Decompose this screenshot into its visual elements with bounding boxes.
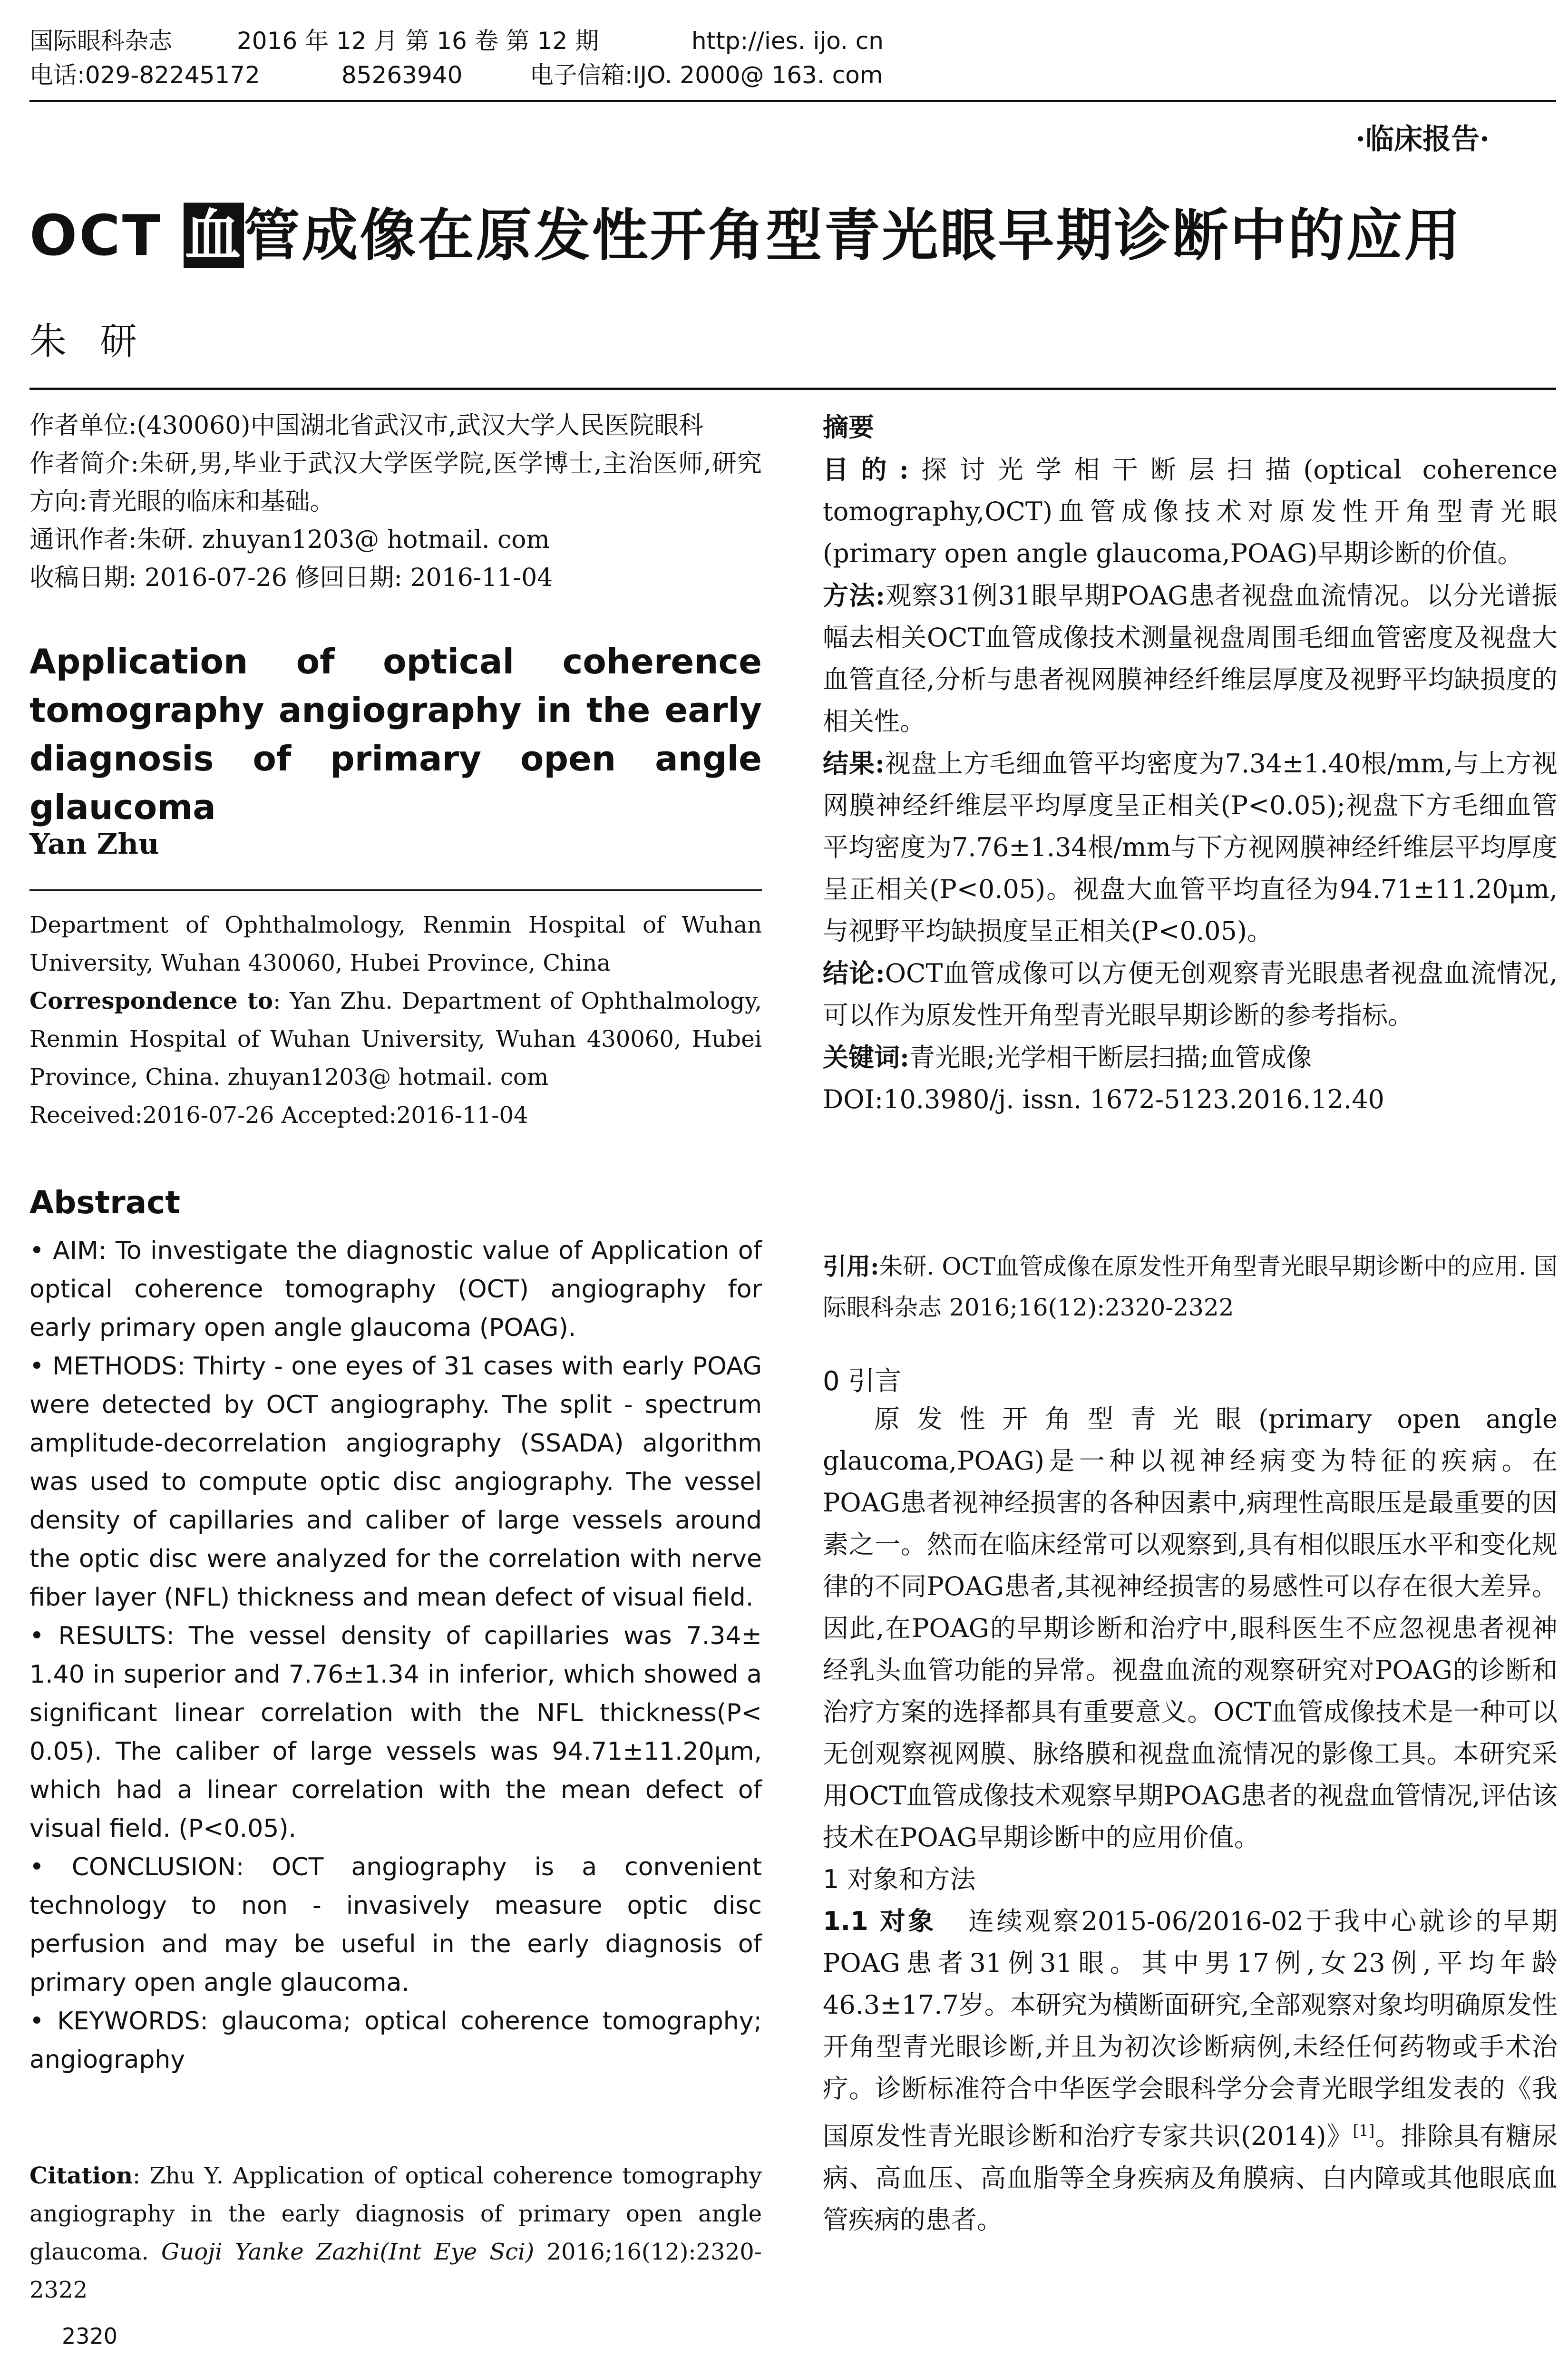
title-prefix: OCT [29, 203, 184, 268]
author-unit: 作者单位:(430060)中国湖北省武汉市,武汉大学人民医院眼科 [29, 411, 704, 440]
author-bio: 作者简介:朱研,男,毕业于武汉大学医学院,医学博士,主治医师,研究方向:青光眼的临床和基础。 [29, 449, 762, 516]
intro-body [823, 1398, 1558, 2241]
subjects-paragraph [823, 1900, 1558, 2241]
abstract-heading-zh: 摘要 [823, 412, 874, 442]
journal-name: 国际眼科杂志 [29, 27, 172, 55]
section-heading-methods: 1 对象和方法 [823, 1864, 976, 1894]
journal-email[interactable]: 电子信箱:IJO. 2000@ 163. com [529, 61, 883, 89]
reference-marker[interactable]: [1] [1353, 2122, 1375, 2140]
department-en: Department of Ophthalmology, Renmin Hospital of Wuhan University, Wuhan 430060, Hubei Province, China [29, 912, 762, 976]
abstract-conclusion-zh [823, 952, 1558, 1036]
methods-label-zh: 方法: [823, 580, 885, 611]
citation-label-zh: 引用: [823, 1252, 879, 1280]
conclusion-text-zh: OCT血管成像可以方便无创观察青光眼患者视盘血流情况,可以作为原发性开角型青光眼早期诊断的参考指标。 [823, 958, 1558, 1030]
english-title: Application of optical coherence tomography angiography in the early diagnosis of primary open angle glaucoma [29, 642, 762, 827]
section-label: ·临床报告· [1355, 123, 1490, 156]
abstract-results: • RESULTS: The vessel density of capillaries was 7.34± 1.40 in superior and 7.76±1.34 in inferior, which showed a significant linear correlation with the NFL thickness(P< 0.05). The caliber of large vessels was 94.71±11.20μm, which had a linear correlation with the mean defect of visual field. (P<0.05). [29, 1622, 762, 1843]
correspondence-en [29, 982, 762, 1096]
abstract-zh [823, 407, 1558, 1120]
citation-zh [823, 1246, 1558, 1328]
citation-tail: 2016;16(12):2320-2322 [29, 2239, 762, 2303]
author-rule [29, 388, 1556, 390]
issue-info: 2016 年 12 月 第 16 卷 第 12 期 [236, 27, 599, 55]
keywords-text-zh: 青光眼;光学相干断层扫描;血管成像 [909, 1042, 1312, 1072]
abstract-keywords: • KEYWORDS: glaucoma; optical coherence tomography; angiography [29, 2007, 762, 2074]
article-title [29, 200, 1556, 271]
intro-paragraph: 原发性开角型青光眼(primary open angle glaucoma,POAG)是一种以视神经病变为特征的疾病。在POAG患者视神经损害的各种因素中,病理性高眼压是最重要的因素之一。然而在临床经常可以观察到,具有相似眼压水平和变化规律的不同POAG患者,其视神经损害的易感性可以存在很大差异。因此,在POAG的早期诊断和治疗中,眼科医生不应忽视患者视神经乳头血管功能的异常。视盘血流的观察研究对POAG的诊断和治疗方案的选择都具有重要意义。OCT血管成像技术是一种可以无创观察视网膜、脉络膜和视盘血流情况的影像工具。本研究采用OCT血管成像技术观察早期POAG患者的视盘血管情况,评估该技术在POAG早期诊断中的应用价值。 [823, 1404, 1558, 1852]
english-author: Yan Zhu [29, 828, 159, 861]
abstract-body-en [29, 1232, 762, 2079]
aim-text-zh: 探讨光学相干断层扫描(optical coherence tomography,OCT)血管成像技术对原发性开角型青光眼(primary open angle glaucoma,POAG)早期诊断的价值。 [823, 455, 1558, 568]
subjects-text-2: 。排除具有糖尿病、高血压、高血脂等全身疾病及角膜病、白内障或其他眼底血管疾病的患者。 [823, 2121, 1558, 2235]
abstract-methods-zh [823, 575, 1558, 742]
received-dates-en: Received:2016-07-26 Accepted:2016-11-04 [29, 1102, 528, 1129]
abstract-aim: • AIM: To investigate the diagnostic value of Application of optical coherence tomography (OCT) angiography for early primary open angle glaucoma (POAG). [29, 1237, 762, 1342]
header-line-2 [29, 58, 1551, 92]
page-number: 2320 [62, 2323, 118, 2349]
citation-text: : Zhu Y. Application of optical coherence tomography angiography in the early diagnosis of primary open angle glaucoma. [29, 2163, 762, 2265]
subjects-label: 1.1 对象 [823, 1906, 936, 1936]
correspondence-text: : Yan Zhu. Department of Ophthalmology, Renmin Hospital of Wuhan University, Wuhan 430060, Hubei Province, China. zhuyan1203@ hotmail. com [29, 988, 762, 1091]
citation-label: Citation [29, 2163, 133, 2189]
abstract-conclusion: • CONCLUSION: OCT angiography is a convenient technology to non - invasively measure optic disc perfusion and may be useful in the early diagnosis of primary open angle glaucoma. [29, 1853, 762, 1997]
author-name-cn: 朱研 [29, 320, 171, 363]
abstract-heading-en: Abstract [29, 1184, 180, 1221]
results-label-zh: 结果: [823, 748, 885, 779]
abstract-methods: • METHODS: Thirty - one eyes of 31 cases with early POAG were detected by OCT angiography. The split - spectrum amplitude-decorrelation angiography (SSADA) algorithm was used to compute optic disc angiography. The vessel density of capillaries and caliber of large vessels around the optic disc were analyzed for the correlation with nerve fiber layer (NFL) thickness and mean defect of visual field. [29, 1352, 762, 1612]
phone: 电话:029-82245172 [29, 61, 260, 89]
english-author-rule [29, 889, 762, 891]
citation-journal: Guoji Yanke Zazhi(Int Eye Sci) [161, 2239, 535, 2265]
abstract-aim-zh [823, 448, 1558, 575]
aim-label-zh: 目的: [823, 454, 909, 485]
citation-en [29, 2157, 762, 2309]
author-info-cn [29, 407, 762, 597]
phone-2: 85263940 [341, 61, 463, 89]
journal-header [29, 24, 1551, 92]
received-dates-cn: 收稿日期: 2016-07-26 修回日期: 2016-11-04 [29, 564, 553, 592]
doi: DOI:10.3980/j. issn. 1672-5123.2016.12.40 [823, 1084, 1384, 1114]
citation-text-zh: 朱研. OCT血管成像在原发性开角型青光眼早期诊断中的应用. 国际眼科杂志 2016;16(12):2320-2322 [823, 1253, 1558, 1321]
keywords-label-zh: 关键词: [823, 1042, 909, 1072]
title-highlight: 血 [185, 203, 243, 268]
conclusion-label-zh: 结论: [823, 958, 885, 988]
affiliation-en [29, 906, 762, 1134]
correspondence-label: Correspondence to [29, 988, 273, 1014]
subjects-text: 连续观察2015-06/2016-02于我中心就诊的早期POAG患者31例31眼。其中男17例,女23例,平均年龄46.3±17.7岁。本研究为横断面研究,全部观察对象均明确原发性开角型青光眼诊断,并且为初次诊断病例,未经任何药物或手术治疗。诊断标准符合中华医学会眼科学分会青光眼学组发表的《我国原发性青光眼诊断和治疗专家共识(2014)》 [823, 1906, 1558, 2151]
title-rest: 管成像在原发性开角型青光眼早期诊断中的应用 [243, 203, 1462, 268]
intro-heading: 0 引言 [823, 1366, 902, 1397]
abstract-keywords-zh [823, 1036, 1558, 1079]
header-line-1 [29, 24, 1551, 58]
abstract-results-zh [823, 742, 1558, 952]
journal-url[interactable]: http://ies. ijo. cn [691, 27, 884, 55]
header-rule [29, 100, 1556, 102]
results-text-zh: 视盘上方毛细血管平均密度为7.34±1.40根/mm,与上方视网膜神经纤维层平均厚度呈正相关(P<0.05);视盘下方毛细血管平均密度为7.76±1.34根/mm与下方视网膜神经纤维层平均厚度呈正相关(P<0.05)。视盘大血管平均直径为94.71±11.20μm,与视野平均缺损度呈正相关(P<0.05)。 [823, 749, 1558, 946]
methods-text-zh: 观察31例31眼早期POAG患者视盘血流情况。以分光谱振幅去相关OCT血管成像技术测量视盘周围毛细血管密度及视盘大血管直径,分析与患者视网膜神经纤维层厚度及视野平均缺损度的相关性。 [823, 581, 1558, 736]
corresponding-author: 通讯作者:朱研. zhuyan1203@ hotmail. com [29, 526, 550, 554]
